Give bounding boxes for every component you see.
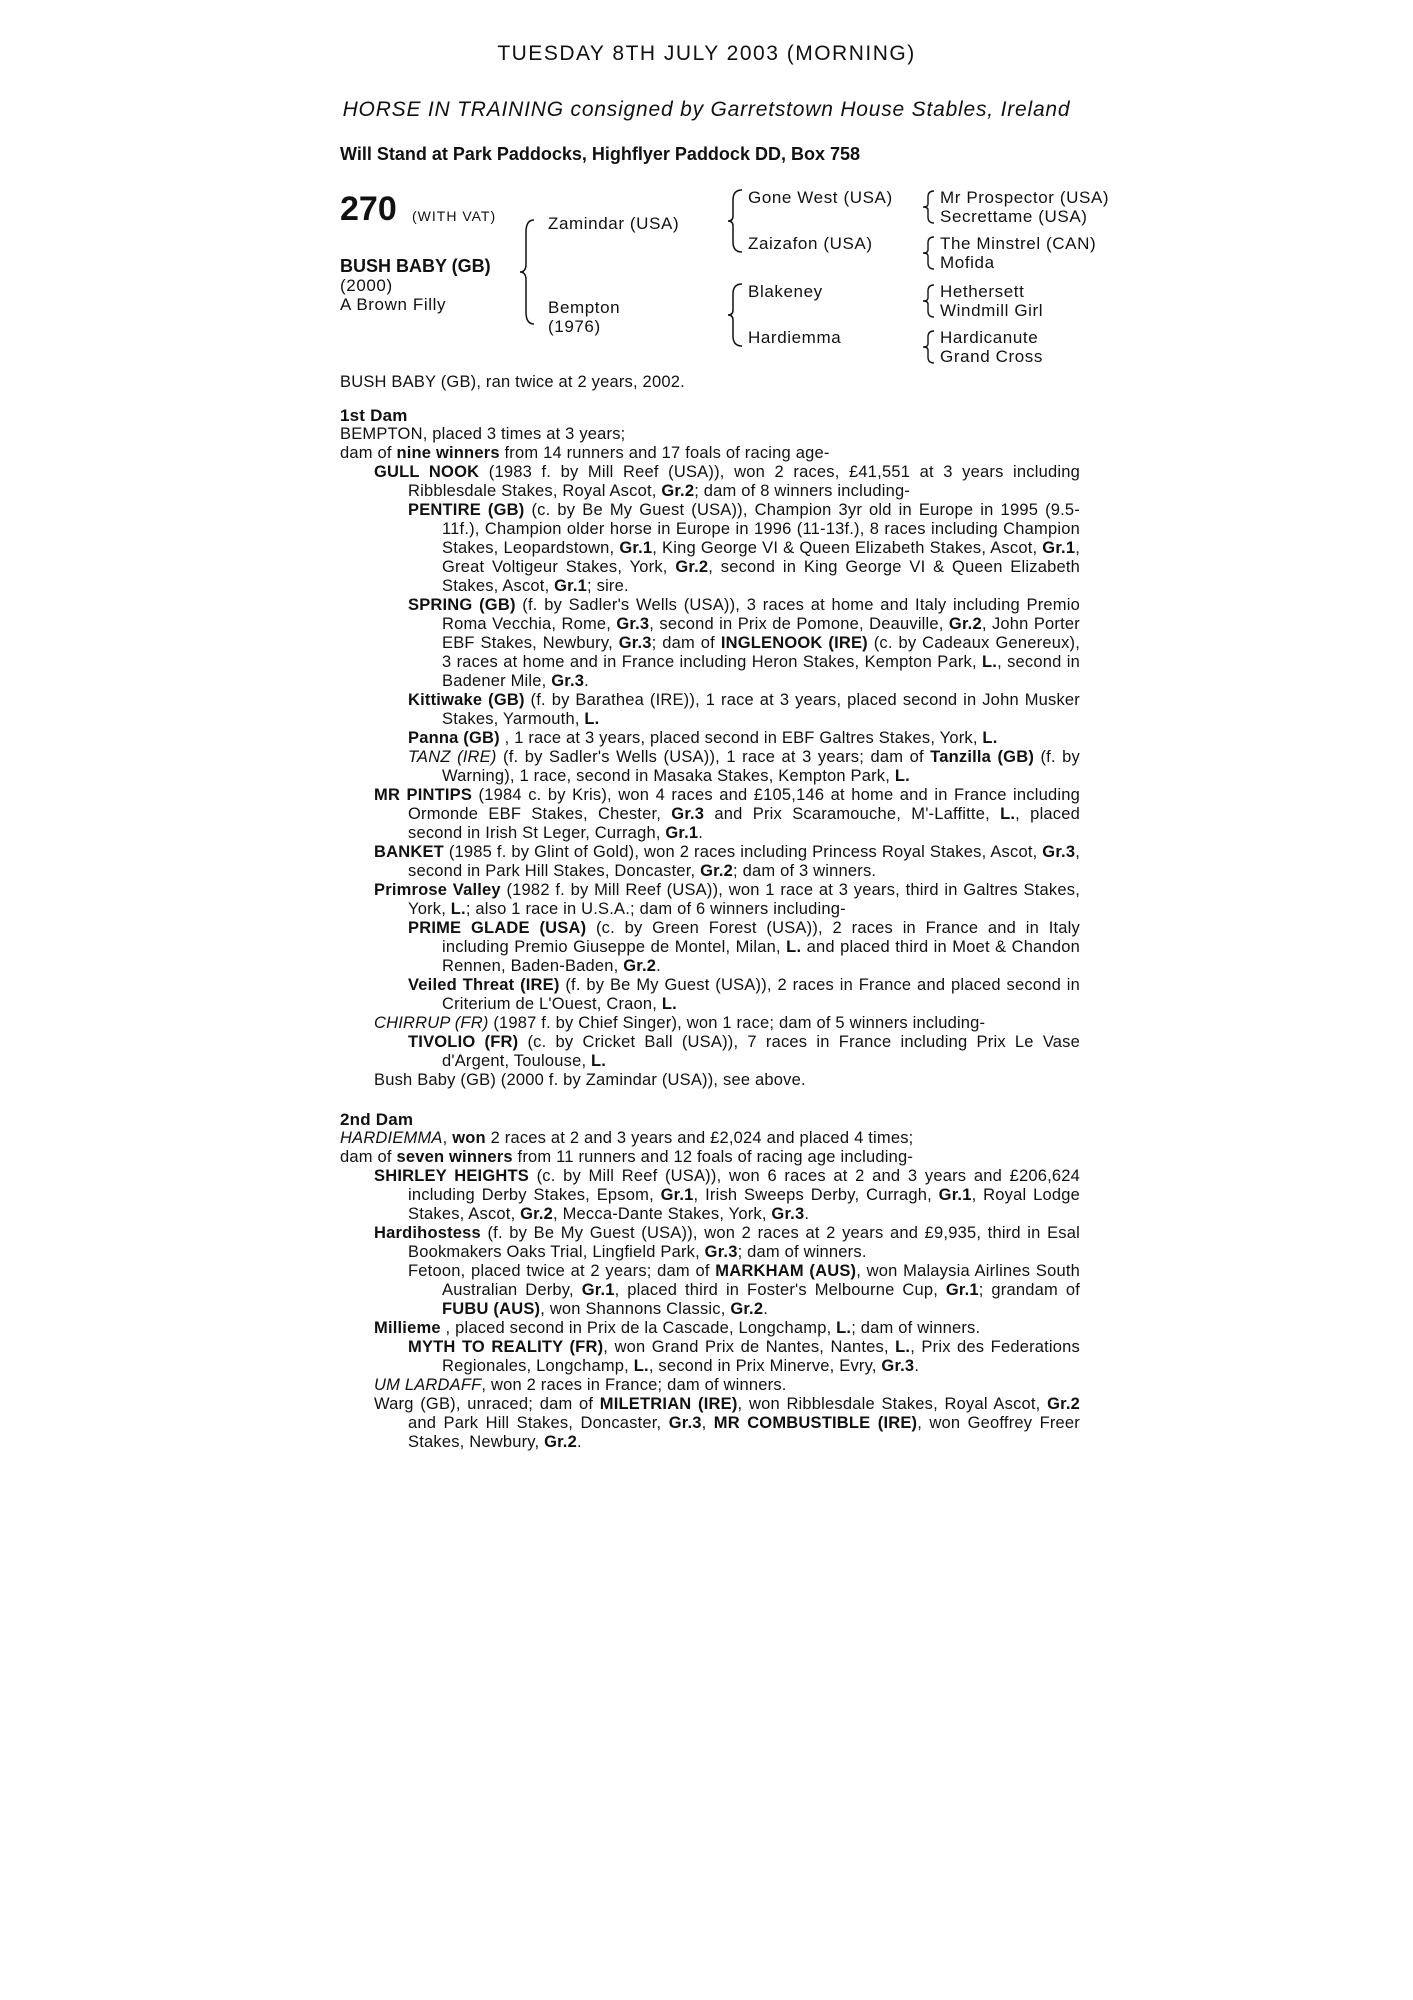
text: , 1 race at 3 years, placed second in EBF Galtres Stakes, York, [499, 729, 983, 747]
text: , second in Prix de Pomone, Deauville, [649, 615, 949, 633]
grade: Gr.2 [948, 615, 982, 633]
text: ; sire. [587, 577, 629, 595]
consignment-line [0, 98, 1413, 122]
grade: Gr.2 [520, 1205, 554, 1223]
grade: Gr.1 [619, 539, 653, 557]
text: ; dam of 3 winners. [733, 862, 877, 880]
stand-location: Will Stand at Park Paddocks, Highflyer Paddock DD, Box 758 [340, 144, 860, 164]
g2-brace [922, 234, 936, 272]
produce-entry [340, 881, 1080, 919]
grade: L. [982, 653, 998, 671]
produce-entry [340, 501, 1080, 596]
first-dam-produce [340, 444, 1080, 463]
produce-entry [340, 1395, 1080, 1452]
text: , second in Prix Minerve, Evry, [648, 1357, 882, 1375]
horse-name: PRIME GLADE (USA) [408, 919, 587, 937]
grade: Gr.2 [675, 558, 709, 576]
text: ; dam of winners. [851, 1319, 981, 1337]
grade: Gr.3 [616, 615, 650, 633]
text: , won Malaysia Airlines South Australian Derby, [442, 1262, 1080, 1299]
text: . [576, 1433, 582, 1451]
grade: L. [836, 1319, 852, 1337]
horse-name: SHIRLEY HEIGHTS [374, 1167, 529, 1185]
text: ; grandam of [978, 1281, 1080, 1299]
gdam-3: Windmill Girl [940, 301, 1044, 320]
catalogue-body [340, 373, 1080, 1452]
text: (c. by Cadeaux Genereux), 3 races at home and in France including Heron Stakes, Kempton Park, [442, 634, 1080, 671]
produce-entry [340, 843, 1080, 881]
second-dam-produce [340, 1148, 1080, 1167]
produce-entry [340, 1262, 1080, 1319]
grade: Gr.3 [668, 1414, 702, 1432]
grade: Gr.3 [551, 672, 585, 690]
produce-entry [340, 1014, 1080, 1033]
sire-sire: Gone West (USA) [748, 188, 893, 207]
text: (c. by Green Forest (USA)), 2 races in France and in Italy including Premio Giuseppe de Montel, Milan, [442, 919, 1080, 956]
grade: Gr.2 [1047, 1395, 1080, 1413]
grade: Gr.2 [623, 957, 657, 975]
grade: Gr.3 [1042, 843, 1076, 861]
text: , [442, 1129, 453, 1147]
second-dam-record [340, 1129, 1080, 1148]
grade: Gr.1 [938, 1186, 972, 1204]
dam-line-brace [728, 280, 746, 350]
produce-entry [340, 1376, 1080, 1395]
consignor: consigned by Garretstown House Stables, Ireland [563, 98, 1071, 121]
produce-entry [340, 691, 1080, 729]
produce-entry [340, 729, 1080, 748]
grade: Gr.3 [881, 1357, 915, 1375]
text: . [914, 1357, 920, 1375]
won-label: won [452, 1129, 486, 1147]
horse-name: Panna (GB) [408, 729, 500, 747]
sire-dam-brace [520, 212, 544, 332]
text: Warg (GB), unraced; dam of [374, 1395, 600, 1413]
text: , second in Badener Mile, [442, 653, 1080, 690]
text: , second in King George VI & Queen Elizabeth Stakes, Ascot, [442, 558, 1080, 595]
lot-number: 270 [340, 190, 397, 228]
gdam-4: Grand Cross [940, 347, 1043, 366]
horse-name: BANKET [374, 843, 444, 861]
horse-name: GULL NOOK [374, 463, 480, 481]
grade: L. [895, 1338, 911, 1356]
produce-entry [340, 1338, 1080, 1376]
horse-name: Veiled Threat (IRE) [408, 976, 560, 994]
text: and Prix Scaramouche, M'-Laffitte, [704, 805, 1001, 823]
grade: Gr.1 [945, 1281, 979, 1299]
produce-entry [340, 1167, 1080, 1224]
text: . [584, 672, 589, 690]
text: (1983 f. by Mill Reef (USA)), won 2 races, £41,551 at 3 years including Ribblesdale Stakes, Royal Ascot, [408, 463, 1080, 500]
gdam-1: Secrettame (USA) [940, 207, 1088, 226]
text: and placed third in Moet & Chandon Rennen, Baden-Baden, [442, 938, 1081, 975]
gdam-2: Mofida [940, 253, 995, 272]
winners-count: nine winners [396, 444, 500, 462]
produce-entry [340, 463, 1080, 501]
text: ; dam of 8 winners including- [694, 482, 911, 500]
gsire-4: Hardicanute [940, 328, 1039, 347]
grade: Gr.3 [704, 1243, 738, 1261]
gsire-3: Hethersett [940, 282, 1025, 301]
grade: Gr.1 [1042, 539, 1076, 557]
horse-name: TANZ (IRE) [408, 748, 497, 766]
horse-name: MR PINTIPS [374, 786, 473, 804]
horse-name: Kittiwake (GB) [408, 691, 525, 709]
grade: Gr.1 [581, 1281, 615, 1299]
gsire-2: The Minstrel (CAN) [940, 234, 1097, 253]
text: (f. by Be My Guest (USA)), 2 races in France and placed second in Criterium de L'Ouest, Craon, [442, 976, 1080, 1013]
grade: Gr.1 [665, 824, 699, 842]
text: (f. by Warning), 1 race, second in Masaka Stakes, Kempton Park, [442, 748, 1080, 785]
sale-date: TUESDAY 8TH JULY 2003 (MORNING) [497, 42, 916, 65]
text: 2 races at 2 and 3 years and £2,024 and placed 4 times; [485, 1129, 914, 1147]
grade: Gr.3 [671, 805, 705, 823]
produce-entry [340, 786, 1080, 843]
text: , Royal Lodge Stakes, Ascot, [408, 1186, 1080, 1223]
horse-name: MYTH TO REALITY (FR) [408, 1338, 604, 1356]
grade: Gr.1 [554, 577, 588, 595]
text: (1985 f. by Glint of Gold), won 2 races including Princess Royal Stakes, Ascot, [443, 843, 1043, 861]
horse-name: MILETRIAN (IRE) [599, 1395, 738, 1413]
horse-name: CHIRRUP (FR) [374, 1014, 489, 1032]
text: , won Ribblesdale Stakes, Royal Ascot, [737, 1395, 1048, 1413]
first-dam-heading: 1st Dam [340, 406, 408, 425]
grade: Gr.2 [730, 1300, 764, 1318]
text: . [763, 1300, 769, 1318]
text: . [698, 824, 704, 842]
horse-name: PENTIRE (GB) [408, 501, 525, 519]
produce-entry [340, 748, 1080, 786]
text: , won 2 races in France; dam of winners. [481, 1376, 787, 1394]
text: (1982 f. by Mill Reef (USA)), won 1 race at 3 years, third in Galtres Stakes, York, [408, 881, 1080, 918]
text: , won Geoffrey Freer Stakes, Newbury, [408, 1414, 1080, 1451]
race-summary: BUSH BABY (GB), ran twice at 2 years, 2002. [340, 373, 685, 391]
g4-brace [922, 328, 936, 366]
horse-name: SPRING (GB) [408, 596, 516, 614]
text: , won Grand Prix de Nantes, Nantes, [603, 1338, 896, 1356]
text: and Park Hill Stakes, Doncaster, [408, 1414, 669, 1432]
horse-name: Millieme [374, 1319, 441, 1337]
text: , Irish Sweeps Derby, Curragh, [693, 1186, 939, 1204]
text: (1984 c. by Kris), won 4 races and £105,146 at home and in France including Ormonde EBF Stakes, Chester, [408, 786, 1080, 823]
grade: L. [894, 767, 910, 785]
produce-entry [340, 1319, 1080, 1338]
grade: Gr.2 [544, 1433, 577, 1451]
grade: L. [786, 938, 802, 956]
text: , Mecca-Dante Stakes, York, [553, 1205, 772, 1223]
gsire-1: Mr Prospector (USA) [940, 188, 1110, 207]
dam-sire: Blakeney [748, 282, 823, 301]
text: (1987 f. by Chief Singer), won 1 race; dam of 5 winners including- [488, 1014, 986, 1032]
grade: Gr.2 [700, 862, 734, 880]
horse-name: MARKHAM (AUS) [715, 1262, 857, 1280]
horse-name: TIVOLIO (FR) [408, 1033, 519, 1051]
horse-name: MR COMBUSTIBLE (IRE) [713, 1414, 918, 1432]
text: (f. by Be My Guest (USA)), won 2 races at 2 years and £9,935, third in Esal Bookmakers Oaks Trial, Lingfield Park, [408, 1224, 1080, 1261]
text: , John Porter EBF Stakes, Newbury, [442, 615, 1080, 652]
grade: L. [633, 1357, 649, 1375]
vat-note: (WITH VAT) [412, 208, 497, 224]
horse-name: UM LARDAFF [374, 1376, 482, 1394]
horse-description: A Brown Filly [340, 295, 447, 314]
grade: Gr.3 [771, 1205, 805, 1223]
produce-entry [340, 596, 1080, 691]
sire-dam: Zaizafon (USA) [748, 234, 873, 253]
text: from 14 runners and 17 foals of racing age- [499, 444, 830, 462]
winners-count: seven winners [396, 1148, 513, 1166]
produce-entry [340, 976, 1080, 1014]
grade: L. [982, 729, 998, 747]
text: (c. by Cricket Ball (USA)), 7 races in France including Prix Le Vase d'Argent, Toulouse, [442, 1033, 1080, 1070]
text: (c. by Mill Reef (USA)), won 6 races at 2 and 3 years and £206,624 including Derby Stakes, Epsom, [408, 1167, 1080, 1204]
horse-name: Tanzilla (GB) [930, 748, 1035, 766]
consignment-type: HORSE IN TRAINING [342, 98, 564, 121]
text: (c. by Be My Guest (USA)), Champion 3yr old in Europe in 1995 (9.5-11f.), Champion older horse in Europe in 1996 (11-13f.), 8 races including Champion Stakes, Leopardstown, [442, 501, 1081, 557]
text: , placed second in Prix de la Cascade, Longchamp, [440, 1319, 837, 1337]
text: , King George VI & Queen Elizabeth Stakes, Ascot, [652, 539, 1043, 557]
g3-brace [922, 282, 936, 320]
text: , placed third in Foster's Melbourne Cup, [614, 1281, 946, 1299]
grade: L. [661, 995, 677, 1013]
grade: Gr.2 [661, 482, 695, 500]
second-dam-heading: 2nd Dam [340, 1110, 414, 1129]
text: , second in Park Hill Stakes, Doncaster, [408, 843, 1080, 880]
dam-year: (1976) [548, 317, 601, 336]
text: (f. by Sadler's Wells (USA)), 1 race at 3 years; dam of [496, 748, 931, 766]
horse-name: INGLENOOK (IRE) [720, 634, 868, 652]
grade: L. [450, 900, 466, 918]
text: dam of [340, 1148, 397, 1166]
horse-name: Hardihostess [374, 1224, 481, 1242]
text: , Great Voltigeur Stakes, York, [442, 539, 1080, 576]
sire: Zamindar (USA) [548, 214, 680, 233]
text: from 11 runners and 12 foals of racing age including- [512, 1148, 914, 1166]
grade: Gr.1 [660, 1186, 694, 1204]
horse-year: (2000) [340, 276, 393, 295]
produce-entry [340, 1033, 1080, 1071]
horse-name: Primrose Valley [374, 881, 501, 899]
grade: L. [1000, 805, 1016, 823]
text: , Prix des Federations Regionales, Longchamp, [442, 1338, 1081, 1375]
first-dam-record: BEMPTON, placed 3 times at 3 years; [340, 425, 626, 443]
text: , [701, 1414, 714, 1432]
produce-entry [340, 919, 1080, 976]
text: (f. by Barathea (IRE)), 1 race at 3 years, placed second in John Musker Stakes, Yarmouth, [442, 691, 1080, 728]
text: dam of [340, 444, 397, 462]
text: . [804, 1205, 810, 1223]
text: , placed second in Irish St Leger, Curragh, [408, 805, 1081, 842]
sire-line-brace [728, 186, 746, 256]
horse-name: FUBU (AUS) [442, 1300, 541, 1318]
dam-dam: Hardiemma [748, 328, 842, 347]
g1-brace [922, 188, 936, 226]
horse-name: HARDIEMMA [340, 1129, 443, 1147]
horse-name: BUSH BABY (GB) [340, 256, 491, 276]
text: (f. by Sadler's Wells (USA)), 3 races at home and Italy including Premio Roma Vecchia, Rome, [442, 596, 1080, 633]
produce-entry [340, 1224, 1080, 1262]
dam: Bempton [548, 298, 621, 317]
grade: Gr.3 [618, 634, 652, 652]
text: . [656, 957, 661, 975]
text: ; dam of [651, 634, 721, 652]
produce-entry: Bush Baby (GB) (2000 f. by Zamindar (USA)), see above. [374, 1071, 806, 1089]
grade: L. [591, 1052, 607, 1070]
grade: L. [584, 710, 600, 728]
text: , won Shannons Classic, [540, 1300, 731, 1318]
text: Fetoon, placed twice at 2 years; dam of [408, 1262, 716, 1280]
text: ; also 1 race in U.S.A.; dam of 6 winners including- [465, 900, 846, 918]
text: ; dam of winners. [737, 1243, 867, 1261]
